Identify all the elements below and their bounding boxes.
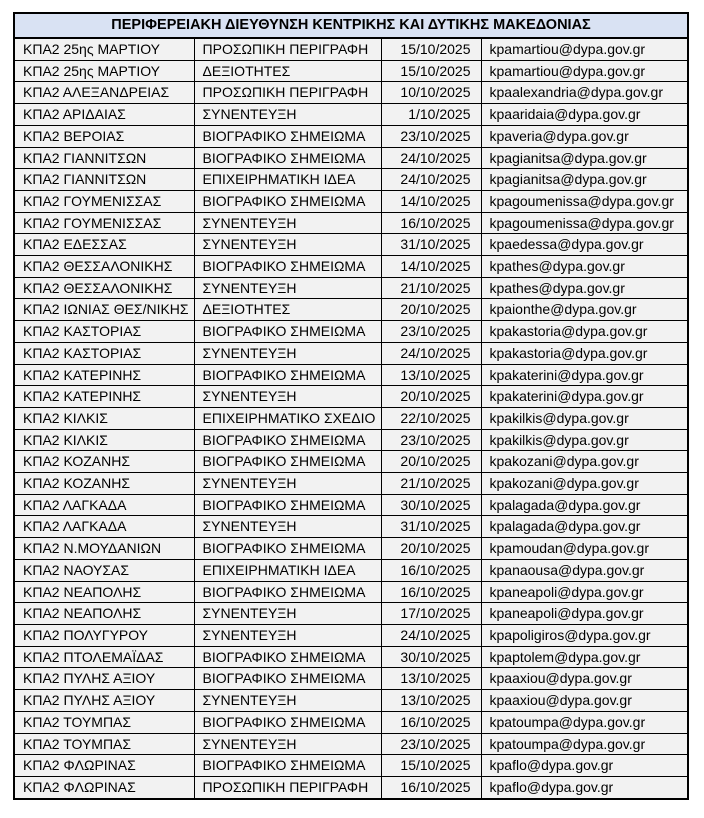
email-cell: kpatoumpa@dypa.gov.gr xyxy=(481,733,688,755)
email-cell: kpapoligiros@dypa.gov.gr xyxy=(481,624,688,646)
table-row xyxy=(14,364,688,386)
office-cell: ΚΠΑ2 ΤΟΥΜΠΑΣ xyxy=(14,711,194,733)
workshop-type-cell: ΣΥΝΕΝΤΕΥΞΗ xyxy=(194,386,381,408)
office-cell: ΚΠΑ2 ΕΔΕΣΣΑΣ xyxy=(14,234,194,256)
office-cell: ΚΠΑ2 ΒΕΡΟΙΑΣ xyxy=(14,125,194,147)
email-cell: kpathes@dypa.gov.gr xyxy=(481,277,688,299)
date-cell: 17/10/2025 xyxy=(381,603,481,625)
date-cell: 15/10/2025 xyxy=(381,38,481,60)
table-row xyxy=(14,321,688,343)
office-cell: ΚΠΑ2 ΝΕΑΠΟΛΗΣ xyxy=(14,581,194,603)
date-cell: 16/10/2025 xyxy=(381,711,481,733)
email-cell: kpamartiou@dypa.gov.gr xyxy=(481,60,688,82)
table-row xyxy=(14,104,688,126)
email-cell: kpaaxiou@dypa.gov.gr xyxy=(481,690,688,712)
table-row xyxy=(14,624,688,646)
workshop-type-cell: ΒΙΟΓΡΑΦΙΚΟ ΣΗΜΕΙΩΜΑ xyxy=(194,668,381,690)
workshop-type-cell: ΔΕΞΙΟΤΗΤΕΣ xyxy=(194,60,381,82)
workshop-type-cell: ΣΥΝΕΝΤΕΥΞΗ xyxy=(194,277,381,299)
workshop-type-cell: ΒΙΟΓΡΑΦΙΚΟ ΣΗΜΕΙΩΜΑ xyxy=(194,125,381,147)
email-cell: kpakilkis@dypa.gov.gr xyxy=(481,429,688,451)
office-cell: ΚΠΑ2 ΚΑΣΤΟΡΙΑΣ xyxy=(14,321,194,343)
date-cell: 13/10/2025 xyxy=(381,364,481,386)
workshop-type-cell: ΒΙΟΓΡΑΦΙΚΟ ΣΗΜΕΙΩΜΑ xyxy=(194,321,381,343)
date-cell: 30/10/2025 xyxy=(381,494,481,516)
office-cell: ΚΠΑ2 ΑΛΕΞΑΝΔΡΕΙΑΣ xyxy=(14,82,194,104)
email-cell: kpaveria@dypa.gov.gr xyxy=(481,125,688,147)
table-row xyxy=(14,494,688,516)
table-row xyxy=(14,538,688,560)
date-cell: 23/10/2025 xyxy=(381,125,481,147)
office-cell: ΚΠΑ2 Ν.ΜΟΥΔΑΝΙΩΝ xyxy=(14,538,194,560)
date-cell: 16/10/2025 xyxy=(381,776,481,798)
table-row xyxy=(14,125,688,147)
table-row xyxy=(14,386,688,408)
office-cell: ΚΠΑ2 ΓΟΥΜΕΝΙΣΣΑΣ xyxy=(14,190,194,212)
date-cell: 14/10/2025 xyxy=(381,190,481,212)
office-cell: ΚΠΑ2 ΓΙΑΝΝΙΤΣΩΝ xyxy=(14,147,194,169)
office-cell: ΚΠΑ2 ΚΑΣΤΟΡΙΑΣ xyxy=(14,342,194,364)
email-cell: kpaalexandria@dypa.gov.gr xyxy=(481,82,688,104)
email-cell: kpakozani@dypa.gov.gr xyxy=(481,451,688,473)
date-cell: 15/10/2025 xyxy=(381,60,481,82)
workshop-type-cell: ΣΥΝΕΝΤΕΥΞΗ xyxy=(194,104,381,126)
workshop-type-cell: ΒΙΟΓΡΑΦΙΚΟ ΣΗΜΕΙΩΜΑ xyxy=(194,494,381,516)
workshop-type-cell: ΕΠΙΧΕΙΡΗΜΑΤΙΚΟ ΣΧΕΔΙΟ xyxy=(194,407,381,429)
workshop-type-cell: ΣΥΝΕΝΤΕΥΞΗ xyxy=(194,212,381,234)
workshop-type-cell: ΠΡΟΣΩΠΙΚΗ ΠΕΡΙΓΡΑΦΗ xyxy=(194,82,381,104)
email-cell: kpagianitsa@dypa.gov.gr xyxy=(481,169,688,191)
date-cell: 16/10/2025 xyxy=(381,212,481,234)
email-cell: kpanaousa@dypa.gov.gr xyxy=(481,559,688,581)
workshop-type-cell: ΣΥΝΕΝΤΕΥΞΗ xyxy=(194,690,381,712)
table-row xyxy=(14,82,688,104)
date-cell: 14/10/2025 xyxy=(381,256,481,278)
office-cell: ΚΠΑ2 ΓΟΥΜΕΝΙΣΣΑΣ xyxy=(14,212,194,234)
office-cell: ΚΠΑ2 ΝΑΟΥΣΑΣ xyxy=(14,559,194,581)
workshop-type-cell: ΕΠΙΧΕΙΡΗΜΑΤΙΚΗ ΙΔΕΑ xyxy=(194,169,381,191)
date-cell: 20/10/2025 xyxy=(381,538,481,560)
date-cell: 24/10/2025 xyxy=(381,624,481,646)
date-cell: 20/10/2025 xyxy=(381,299,481,321)
table-row xyxy=(14,212,688,234)
workshop-type-cell: ΣΥΝΕΝΤΕΥΞΗ xyxy=(194,342,381,364)
email-cell: kpamoudan@dypa.gov.gr xyxy=(481,538,688,560)
date-cell: 31/10/2025 xyxy=(381,234,481,256)
workshop-schedule-table xyxy=(13,12,689,800)
office-cell: ΚΠΑ2 ΠΥΛΗΣ ΑΞΙΟΥ xyxy=(14,690,194,712)
email-cell: kpaionthe@dypa.gov.gr xyxy=(481,299,688,321)
date-cell: 10/10/2025 xyxy=(381,82,481,104)
date-cell: 1/10/2025 xyxy=(381,104,481,126)
office-cell: ΚΠΑ2 ΙΩΝΙΑΣ ΘΕΣ/ΝΙΚΗΣ xyxy=(14,299,194,321)
workshop-type-cell: ΒΙΟΓΡΑΦΙΚΟ ΣΗΜΕΙΩΜΑ xyxy=(194,711,381,733)
date-cell: 21/10/2025 xyxy=(381,473,481,495)
table-row xyxy=(14,342,688,364)
email-cell: kpagoumenissa@dypa.gov.gr xyxy=(481,212,688,234)
date-cell: 16/10/2025 xyxy=(381,581,481,603)
office-cell: ΚΠΑ2 ΛΑΓΚΑΔΑ xyxy=(14,516,194,538)
date-cell: 15/10/2025 xyxy=(381,755,481,777)
workshop-type-cell: ΒΙΟΓΡΑΦΙΚΟ ΣΗΜΕΙΩΜΑ xyxy=(194,538,381,560)
table-row xyxy=(14,256,688,278)
table-title-row xyxy=(14,13,688,38)
workshop-type-cell: ΒΙΟΓΡΑΦΙΚΟ ΣΗΜΕΙΩΜΑ xyxy=(194,451,381,473)
table-row xyxy=(14,668,688,690)
table-row xyxy=(14,60,688,82)
email-cell: kpaaxiou@dypa.gov.gr xyxy=(481,668,688,690)
date-cell: 23/10/2025 xyxy=(381,733,481,755)
email-cell: kpakilkis@dypa.gov.gr xyxy=(481,407,688,429)
office-cell: ΚΠΑ2 ΠΤΟΛΕΜΑΪΔΑΣ xyxy=(14,646,194,668)
email-cell: kpaneapoli@dypa.gov.gr xyxy=(481,603,688,625)
workshop-type-cell: ΔΕΞΙΟΤΗΤΕΣ xyxy=(194,299,381,321)
email-cell: kpaedessa@dypa.gov.gr xyxy=(481,234,688,256)
office-cell: ΚΠΑ2 ΠΥΛΗΣ ΑΞΙΟΥ xyxy=(14,668,194,690)
email-cell: kpagianitsa@dypa.gov.gr xyxy=(481,147,688,169)
workshop-type-cell: ΣΥΝΕΝΤΕΥΞΗ xyxy=(194,624,381,646)
table-row xyxy=(14,429,688,451)
table-row xyxy=(14,407,688,429)
workshop-type-cell: ΣΥΝΕΝΤΕΥΞΗ xyxy=(194,733,381,755)
email-cell: kpaflo@dypa.gov.gr xyxy=(481,755,688,777)
email-cell: kpakastoria@dypa.gov.gr xyxy=(481,342,688,364)
table-row xyxy=(14,277,688,299)
office-cell: ΚΠΑ2 ΦΛΩΡΙΝΑΣ xyxy=(14,776,194,798)
table-row xyxy=(14,190,688,212)
office-cell: ΚΠΑ2 ΤΟΥΜΠΑΣ xyxy=(14,733,194,755)
date-cell: 23/10/2025 xyxy=(381,429,481,451)
table-row xyxy=(14,234,688,256)
date-cell: 21/10/2025 xyxy=(381,277,481,299)
table-row xyxy=(14,169,688,191)
office-cell: ΚΠΑ2 25ης ΜΑΡΤΙΟΥ xyxy=(14,38,194,60)
workshop-type-cell: ΒΙΟΓΡΑΦΙΚΟ ΣΗΜΕΙΩΜΑ xyxy=(194,429,381,451)
date-cell: 30/10/2025 xyxy=(381,646,481,668)
email-cell: kpakaterini@dypa.gov.gr xyxy=(481,364,688,386)
email-cell: kpaflo@dypa.gov.gr xyxy=(481,776,688,798)
workshop-type-cell: ΒΙΟΓΡΑΦΙΚΟ ΣΗΜΕΙΩΜΑ xyxy=(194,190,381,212)
workshop-type-cell: ΒΙΟΓΡΑΦΙΚΟ ΣΗΜΕΙΩΜΑ xyxy=(194,256,381,278)
table-row xyxy=(14,733,688,755)
date-cell: 24/10/2025 xyxy=(381,147,481,169)
table-row xyxy=(14,451,688,473)
office-cell: ΚΠΑ2 ΛΑΓΚΑΔΑ xyxy=(14,494,194,516)
email-cell: kpaptolem@dypa.gov.gr xyxy=(481,646,688,668)
office-cell: ΚΠΑ2 ΑΡΙΔΑΙΑΣ xyxy=(14,104,194,126)
date-cell: 23/10/2025 xyxy=(381,321,481,343)
table-row xyxy=(14,755,688,777)
email-cell: kpalagada@dypa.gov.gr xyxy=(481,516,688,538)
office-cell: ΚΠΑ2 ΦΛΩΡΙΝΑΣ xyxy=(14,755,194,777)
workshop-type-cell: ΣΥΝΕΝΤΕΥΞΗ xyxy=(194,473,381,495)
workshop-type-cell: ΠΡΟΣΩΠΙΚΗ ΠΕΡΙΓΡΑΦΗ xyxy=(194,776,381,798)
table-row xyxy=(14,581,688,603)
workshop-type-cell: ΒΙΟΓΡΑΦΙΚΟ ΣΗΜΕΙΩΜΑ xyxy=(194,147,381,169)
workshop-type-cell: ΒΙΟΓΡΑΦΙΚΟ ΣΗΜΕΙΩΜΑ xyxy=(194,646,381,668)
date-cell: 13/10/2025 xyxy=(381,668,481,690)
email-cell: kpaaridaia@dypa.gov.gr xyxy=(481,104,688,126)
workshop-type-cell: ΕΠΙΧΕΙΡΗΜΑΤΙΚΗ ΙΔΕΑ xyxy=(194,559,381,581)
workshop-type-cell: ΒΙΟΓΡΑΦΙΚΟ ΣΗΜΕΙΩΜΑ xyxy=(194,364,381,386)
office-cell: ΚΠΑ2 ΚΑΤΕΡΙΝΗΣ xyxy=(14,364,194,386)
date-cell: 24/10/2025 xyxy=(381,342,481,364)
table-row xyxy=(14,646,688,668)
date-cell: 31/10/2025 xyxy=(381,516,481,538)
workshop-type-cell: ΠΡΟΣΩΠΙΚΗ ΠΕΡΙΓΡΑΦΗ xyxy=(194,38,381,60)
table-row xyxy=(14,690,688,712)
table-row xyxy=(14,473,688,495)
office-cell: ΚΠΑ2 ΚΟΖΑΝΗΣ xyxy=(14,451,194,473)
table-row xyxy=(14,776,688,798)
office-cell: ΚΠΑ2 ΚΑΤΕΡΙΝΗΣ xyxy=(14,386,194,408)
table-title: ΠΕΡΙΦΕΡΕΙΑΚΗ ΔΙΕΥΘΥΝΣΗ ΚΕΝΤΡΙΚΗΣ ΚΑΙ ΔΥΤΙΚΗΣ ΜΑΚΕΔΟΝΙΑΣ xyxy=(14,13,688,38)
workshop-type-cell: ΒΙΟΓΡΑΦΙΚΟ ΣΗΜΕΙΩΜΑ xyxy=(194,755,381,777)
email-cell: kpakaterini@dypa.gov.gr xyxy=(481,386,688,408)
table-row xyxy=(14,603,688,625)
table-row xyxy=(14,516,688,538)
email-cell: kpakastoria@dypa.gov.gr xyxy=(481,321,688,343)
date-cell: 16/10/2025 xyxy=(381,559,481,581)
date-cell: 13/10/2025 xyxy=(381,690,481,712)
office-cell: ΚΠΑ2 ΚΙΛΚΙΣ xyxy=(14,407,194,429)
email-cell: kpalagada@dypa.gov.gr xyxy=(481,494,688,516)
email-cell: kpatoumpa@dypa.gov.gr xyxy=(481,711,688,733)
email-cell: kpaneapoli@dypa.gov.gr xyxy=(481,581,688,603)
table-row xyxy=(14,38,688,60)
table-row xyxy=(14,147,688,169)
office-cell: ΚΠΑ2 25ης ΜΑΡΤΙΟΥ xyxy=(14,60,194,82)
date-cell: 20/10/2025 xyxy=(381,451,481,473)
date-cell: 22/10/2025 xyxy=(381,407,481,429)
office-cell: ΚΠΑ2 ΝΕΑΠΟΛΗΣ xyxy=(14,603,194,625)
table-row xyxy=(14,559,688,581)
workshop-type-cell: ΣΥΝΕΝΤΕΥΞΗ xyxy=(194,234,381,256)
email-cell: kpathes@dypa.gov.gr xyxy=(481,256,688,278)
workshop-type-cell: ΣΥΝΕΝΤΕΥΞΗ xyxy=(194,603,381,625)
date-cell: 24/10/2025 xyxy=(381,169,481,191)
email-cell: kpagoumenissa@dypa.gov.gr xyxy=(481,190,688,212)
table-row xyxy=(14,711,688,733)
office-cell: ΚΠΑ2 ΘΕΣΣΑΛΟΝΙΚΗΣ xyxy=(14,256,194,278)
office-cell: ΚΠΑ2 ΚΟΖΑΝΗΣ xyxy=(14,473,194,495)
workshop-type-cell: ΣΥΝΕΝΤΕΥΞΗ xyxy=(194,516,381,538)
office-cell: ΚΠΑ2 ΚΙΛΚΙΣ xyxy=(14,429,194,451)
email-cell: kpakozani@dypa.gov.gr xyxy=(481,473,688,495)
table-row xyxy=(14,299,688,321)
office-cell: ΚΠΑ2 ΠΟΛΥΓΥΡΟΥ xyxy=(14,624,194,646)
date-cell: 20/10/2025 xyxy=(381,386,481,408)
email-cell: kpamartiou@dypa.gov.gr xyxy=(481,38,688,60)
office-cell: ΚΠΑ2 ΘΕΣΣΑΛΟΝΙΚΗΣ xyxy=(14,277,194,299)
office-cell: ΚΠΑ2 ΓΙΑΝΝΙΤΣΩΝ xyxy=(14,169,194,191)
workshop-type-cell: ΒΙΟΓΡΑΦΙΚΟ ΣΗΜΕΙΩΜΑ xyxy=(194,581,381,603)
